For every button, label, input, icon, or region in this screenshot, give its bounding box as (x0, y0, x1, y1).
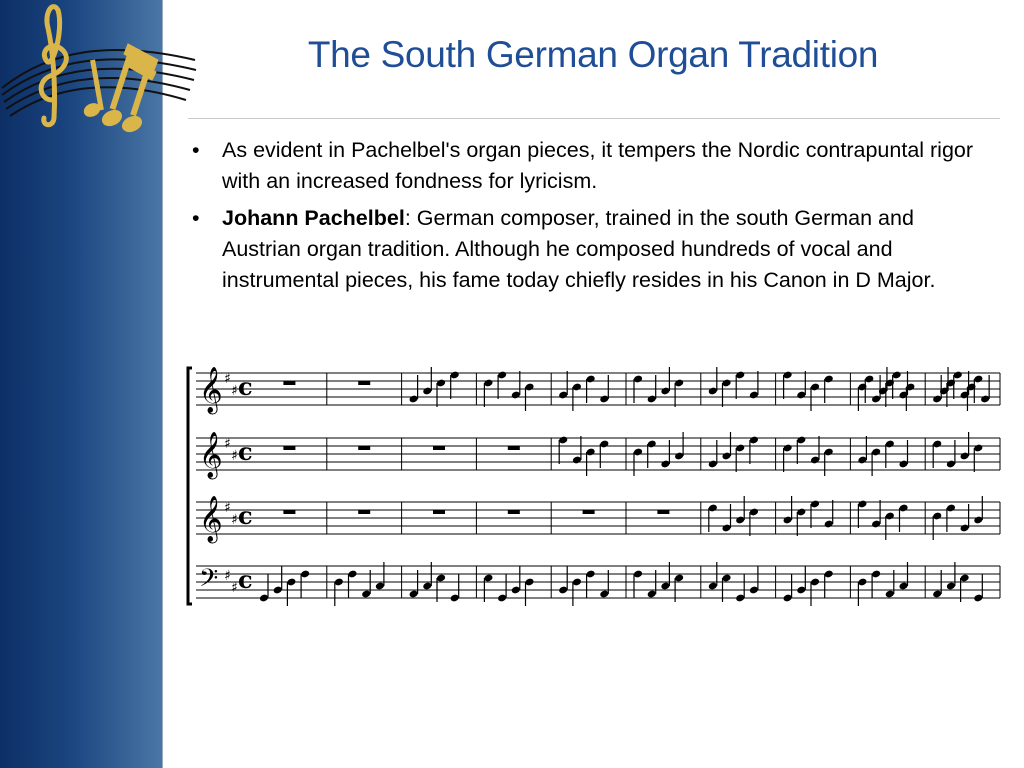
bass-clef-icon: 𝄢 (199, 564, 219, 599)
bullet-list (186, 135, 986, 302)
time-signature: c (238, 372, 253, 401)
treble-clef-icon: 𝄞 (199, 367, 223, 413)
time-signature: c (238, 437, 253, 466)
whole-rest (358, 381, 370, 385)
bullet-item (186, 135, 986, 197)
time-signature: c (238, 501, 253, 530)
whole-rest (283, 381, 295, 385)
time-signature: c (238, 565, 253, 594)
bullet-text: : German composer, trained in the south German and Austrian organ tradition. Although he composed hundreds of vocal and instrumental pieces, his fame today chiefly resides in his Canon in D Major. (222, 206, 936, 292)
sharp-icon: ♯ (231, 512, 238, 528)
whole-rest (283, 446, 295, 450)
bullet-icon: • (192, 138, 200, 162)
bullet-text: As evident in Pachelbel's organ pieces, it tempers the Nordic contrapuntal rigor with an increased fondness for lyricism. (222, 138, 974, 193)
whole-rest (433, 446, 445, 450)
whole-rest (358, 510, 370, 514)
whole-rest (358, 446, 370, 450)
treble-clef-icon: 𝄞 (199, 432, 223, 478)
sharp-icon: ♯ (224, 371, 231, 387)
whole-rest (508, 510, 520, 514)
whole-rest (508, 446, 520, 450)
system-bracket (188, 368, 192, 604)
sharp-icon: ♯ (231, 580, 238, 596)
treble-clef-icon: 𝄞 (199, 496, 223, 542)
whole-rest (583, 510, 595, 514)
sharp-icon: ♯ (231, 383, 238, 399)
sharp-icon: ♯ (224, 568, 231, 584)
bullet-lead: Johann Pachelbel (222, 206, 405, 230)
whole-rest (657, 510, 669, 514)
bullet-icon: • (192, 206, 200, 230)
page-title: The South German Organ Tradition (307, 34, 879, 75)
sheet-music-excerpt (186, 358, 1006, 610)
title-divider (188, 118, 1000, 119)
whole-rest (283, 510, 295, 514)
treble-clef-icon (41, 7, 66, 125)
sharp-icon: ♯ (224, 436, 231, 452)
sharp-icon: ♯ (224, 500, 231, 516)
bullet-item (186, 203, 986, 296)
whole-rest (433, 510, 445, 514)
music-notes-icon (82, 44, 158, 135)
sharp-icon: ♯ (231, 448, 238, 464)
